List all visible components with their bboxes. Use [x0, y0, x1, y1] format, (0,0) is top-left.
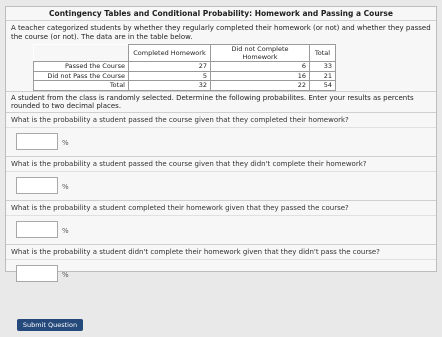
table-header: Total	[310, 45, 336, 62]
table-header-blank	[34, 45, 129, 62]
table-cell: 22	[211, 81, 310, 91]
table-cell: 16	[211, 71, 310, 81]
table-cell: 21	[310, 71, 336, 81]
percent-unit: %	[62, 183, 69, 191]
table-cell: 6	[211, 62, 310, 72]
table-cell: 54	[310, 81, 336, 91]
page-title: Contingency Tables and Conditional Probability: Homework and Passing a Course	[6, 7, 436, 21]
submit-question-button[interactable]: Submit Question	[17, 319, 83, 331]
answer-row	[6, 215, 436, 244]
question-3	[6, 200, 436, 244]
answer-input-1[interactable]	[16, 133, 58, 150]
question-4	[6, 244, 436, 288]
intro-text: A teacher categorized students by whether they regularly completed their homework (or not) and whether they passed the course (or not). The data are in the table below.	[11, 24, 431, 41]
answer-row	[6, 259, 436, 288]
question-text: What is the probability a student completed their homework given that they passed the course?	[11, 204, 349, 212]
row-label: Total	[34, 81, 129, 91]
question-1	[6, 112, 436, 156]
row-label: Passed the Course	[34, 62, 129, 72]
question-text: What is the probability a student passed the course given that they didn't complete their homework?	[11, 160, 367, 168]
table-header-row	[34, 45, 336, 62]
table-cell: 33	[310, 62, 336, 72]
table-header: Completed Homework	[129, 45, 211, 62]
answer-input-2[interactable]	[16, 177, 58, 194]
percent-unit: %	[62, 139, 69, 147]
question-2	[6, 156, 436, 200]
instructions-text: A student from the class is randomly selected. Determine the following probabilites. Enter your results as percents rounded to two decimal places.	[6, 91, 436, 112]
row-label: Did not Pass the Course	[34, 71, 129, 81]
contingency-table-wrap	[6, 43, 436, 90]
answer-input-3[interactable]	[16, 221, 58, 238]
question-text: What is the probability a student passed the course given that they completed their homework?	[11, 116, 349, 124]
table-cell: 5	[129, 71, 211, 81]
table-cell: 27	[129, 62, 211, 72]
table-header: Did not Complete Homework	[211, 45, 310, 62]
percent-unit: %	[62, 271, 69, 279]
table-row	[34, 81, 336, 91]
question-text: What is the probability a student didn't complete their homework given that they didn't pass the course?	[11, 248, 380, 256]
answer-input-4[interactable]	[16, 265, 58, 282]
answer-row	[6, 171, 436, 200]
table-cell: 32	[129, 81, 211, 91]
contingency-table	[33, 44, 336, 91]
question-panel	[5, 6, 437, 279]
answer-row	[6, 127, 436, 156]
table-row	[34, 62, 336, 72]
table-row	[34, 71, 336, 81]
percent-unit: %	[62, 227, 69, 235]
